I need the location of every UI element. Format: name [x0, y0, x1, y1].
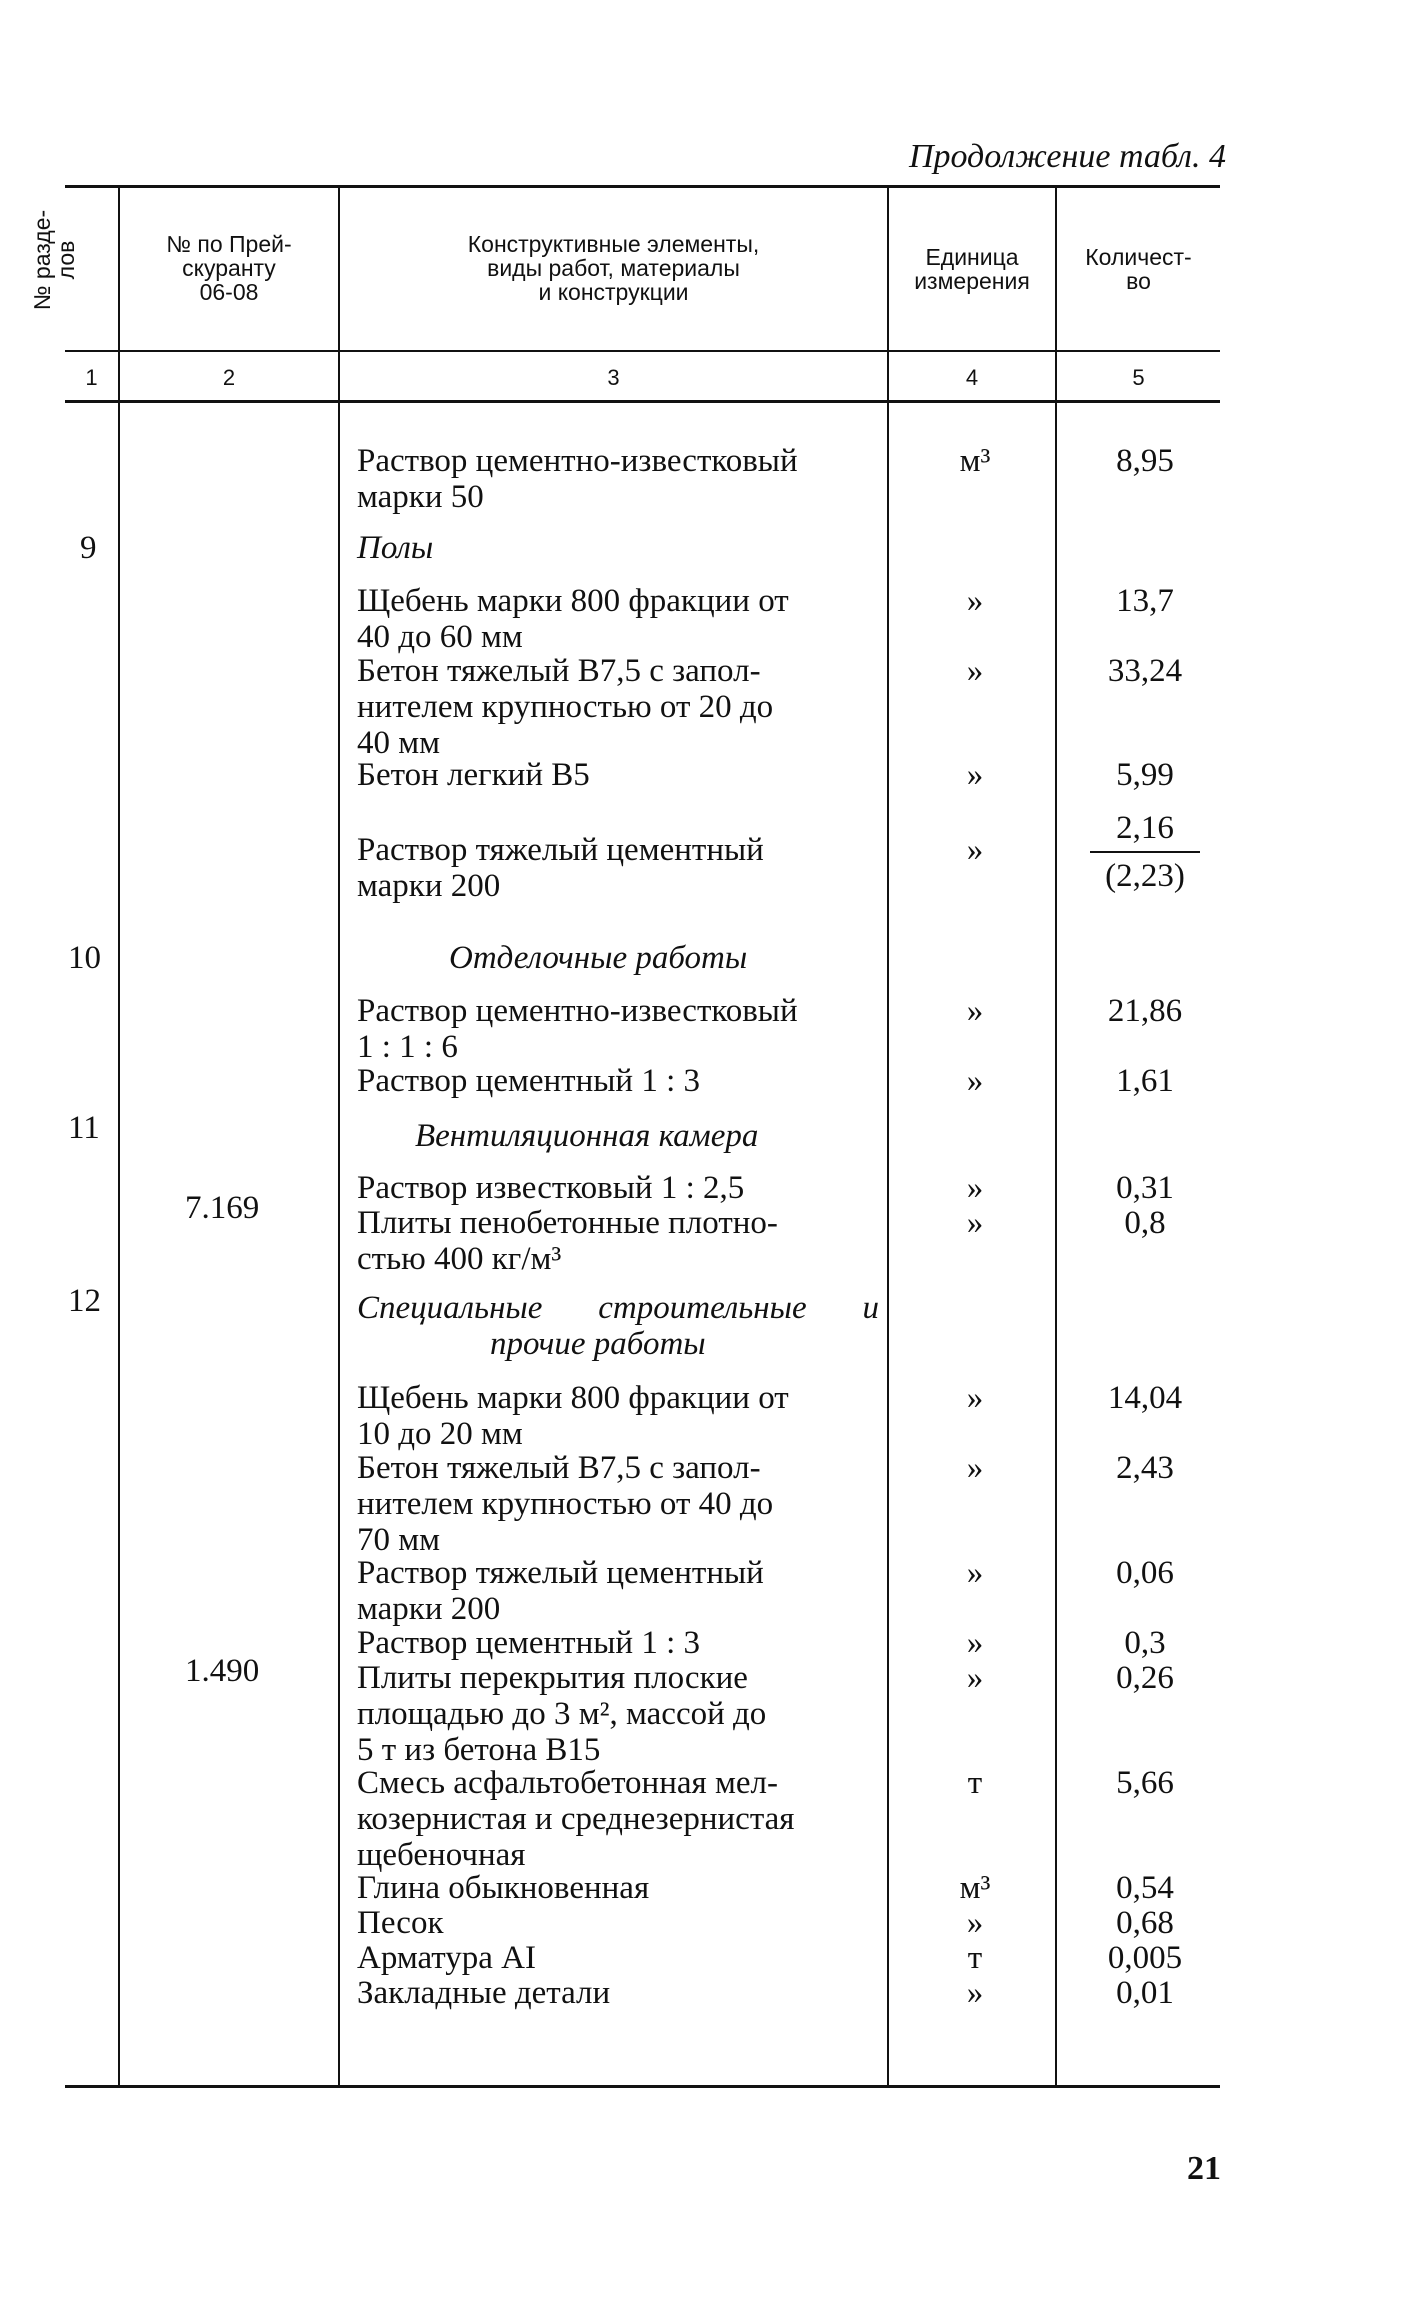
list-item: Бетон тяжелый В7,5 с запол- нителем крупностью от 20 до 40 мм [357, 653, 774, 761]
qty-cell: 1,61 [1116, 1063, 1174, 1099]
header-col4 [889, 245, 1055, 293]
unit-cell: » [966, 1625, 984, 1661]
qty-cell: 14,04 [1107, 1380, 1183, 1416]
list-item: Бетон тяжелый В7,5 с запол- нителем крупностью от 40 до 70 мм [357, 1450, 774, 1558]
unit-cell: » [966, 993, 984, 1029]
list-item: Плиты пенобетонные плотно- стью 400 кг/м³ [357, 1205, 778, 1277]
header-col4-line1: Единица [925, 244, 1019, 270]
list-item: Бетон легкий В5 [357, 757, 590, 793]
header-rule [65, 350, 1220, 352]
qty-cell: 0,31 [1116, 1170, 1174, 1206]
list-item: Раствор тяжелый цементный марки 200 [357, 1555, 764, 1627]
unit-cell: » [966, 653, 984, 689]
unit-cell: » [966, 1205, 984, 1241]
qty-cell-fraction-bottom: (2,23) [1105, 858, 1185, 894]
header-col3-line1: Конструктивные элементы, [467, 231, 760, 257]
unit-cell: м³ [959, 443, 991, 479]
qty-cell-fraction-top: 2,16 [1116, 810, 1174, 846]
table-bottom-rule [65, 2085, 1220, 2088]
list-item: Закладные детали [357, 1975, 611, 2011]
list-item: Раствор цементный 1 : 3 [357, 1625, 701, 1661]
section-number-10: 10 [68, 940, 101, 976]
qty-cell: 5,66 [1116, 1765, 1174, 1801]
header-col5-line2: во [1126, 268, 1151, 294]
unit-cell: м³ [959, 1870, 991, 1906]
qty-cell: 0,005 [1107, 1940, 1183, 1976]
list-item: Раствор цементный 1 : 3 [357, 1063, 701, 1099]
header-col2-line1: № по Прей- [166, 231, 292, 257]
col-divider-2 [338, 188, 340, 2085]
colnum-4: 4 [965, 365, 979, 390]
qty-cell: 0,68 [1116, 1905, 1174, 1941]
pricelist-number-1: 7.169 [185, 1190, 260, 1226]
unit-cell: » [966, 1660, 984, 1696]
pricelist-number-2: 1.490 [185, 1653, 260, 1689]
list-item: Плиты перекрытия плоские площадью до 3 м², массой до 5 т из бетона В15 [357, 1660, 767, 1768]
unit-cell: » [966, 832, 984, 868]
section-title-10: Отделочные работы [449, 940, 748, 976]
unit-cell: » [966, 1905, 984, 1941]
header-col2-line2: скуранту [182, 255, 276, 281]
section-number-9: 9 [80, 530, 97, 566]
list-item: Раствор цементно-известковый 1 : 1 : 6 [357, 993, 798, 1065]
header-col3-line2: виды работ, материалы [487, 255, 740, 281]
list-item: Смесь асфальтобетонная мел- козернистая и среднезернистая щебеночная [357, 1765, 795, 1873]
header-col2-line3: 06-08 [199, 279, 259, 305]
qty-cell: 2,43 [1116, 1450, 1174, 1486]
col-divider-1 [118, 188, 120, 2085]
header-col2 [120, 232, 338, 304]
unit-cell: » [966, 1975, 984, 2011]
list-item: Раствор тяжелый цементный марки 200 [357, 832, 764, 904]
qty-cell: 0,06 [1116, 1555, 1174, 1591]
qty-cell: 0,3 [1124, 1625, 1166, 1661]
colnum-rule [65, 400, 1220, 403]
table-top-rule [65, 185, 1220, 188]
page-number: 21 [1187, 2150, 1221, 2187]
fraction-line [1090, 851, 1200, 853]
unit-cell: » [966, 583, 984, 619]
qty-cell: 0,01 [1116, 1975, 1174, 2011]
section-title-12-line1: Специальные строительные и [357, 1290, 879, 1326]
list-item: Арматура АI [357, 1940, 536, 1976]
list-item: Песок [357, 1905, 444, 1941]
section-number-11: 11 [68, 1110, 100, 1146]
qty-cell: 21,86 [1107, 993, 1183, 1029]
unit-cell: т [967, 1940, 983, 1976]
list-item: Глина обыкновенная [357, 1870, 650, 1906]
qty-cell: 5,99 [1116, 757, 1174, 793]
unit-cell: т [967, 1765, 983, 1801]
list-item: Раствор известковый 1 : 2,5 [357, 1170, 745, 1206]
table-caption: Продолжение табл. 4 [908, 138, 1226, 175]
header-col3-line3: и конструкции [538, 279, 689, 305]
list-item: Щебень марки 800 фракции от 40 до 60 мм [357, 583, 789, 655]
header-col5-line1: Количест- [1085, 244, 1192, 270]
header-col4-line2: измерения [914, 268, 1030, 294]
header-col3 [340, 232, 887, 304]
list-item: Раствор цементно-известковый марки 50 [357, 443, 798, 515]
unit-cell: » [966, 1063, 984, 1099]
unit-cell: » [966, 1555, 984, 1591]
qty-cell: 0,8 [1124, 1205, 1166, 1241]
qty-cell: 0,26 [1116, 1660, 1174, 1696]
list-item: Щебень марки 800 фракции от 10 до 20 мм [357, 1380, 789, 1452]
colnum-5: 5 [1132, 365, 1145, 390]
qty-cell: 0,54 [1116, 1870, 1174, 1906]
colnum-1: 1 [85, 365, 98, 390]
section-number-12: 12 [68, 1283, 101, 1319]
qty-cell: 33,24 [1107, 653, 1183, 689]
qty-cell: 8,95 [1116, 443, 1174, 479]
qty-cell: 13,7 [1116, 583, 1174, 619]
col-divider-3 [887, 188, 889, 2085]
unit-cell: » [966, 1380, 984, 1416]
unit-cell: » [966, 1450, 984, 1486]
section-title-9: Полы [357, 530, 434, 566]
unit-cell: » [966, 757, 984, 793]
header-col5 [1057, 245, 1220, 293]
section-title-12-line2: прочие работы [490, 1326, 706, 1362]
unit-cell: » [966, 1170, 984, 1206]
colnum-3: 3 [607, 365, 620, 390]
header-col1: № разде- лов [29, 209, 79, 311]
colnum-2: 2 [222, 365, 236, 390]
section-title-11: Вентиляционная камера [415, 1118, 759, 1154]
